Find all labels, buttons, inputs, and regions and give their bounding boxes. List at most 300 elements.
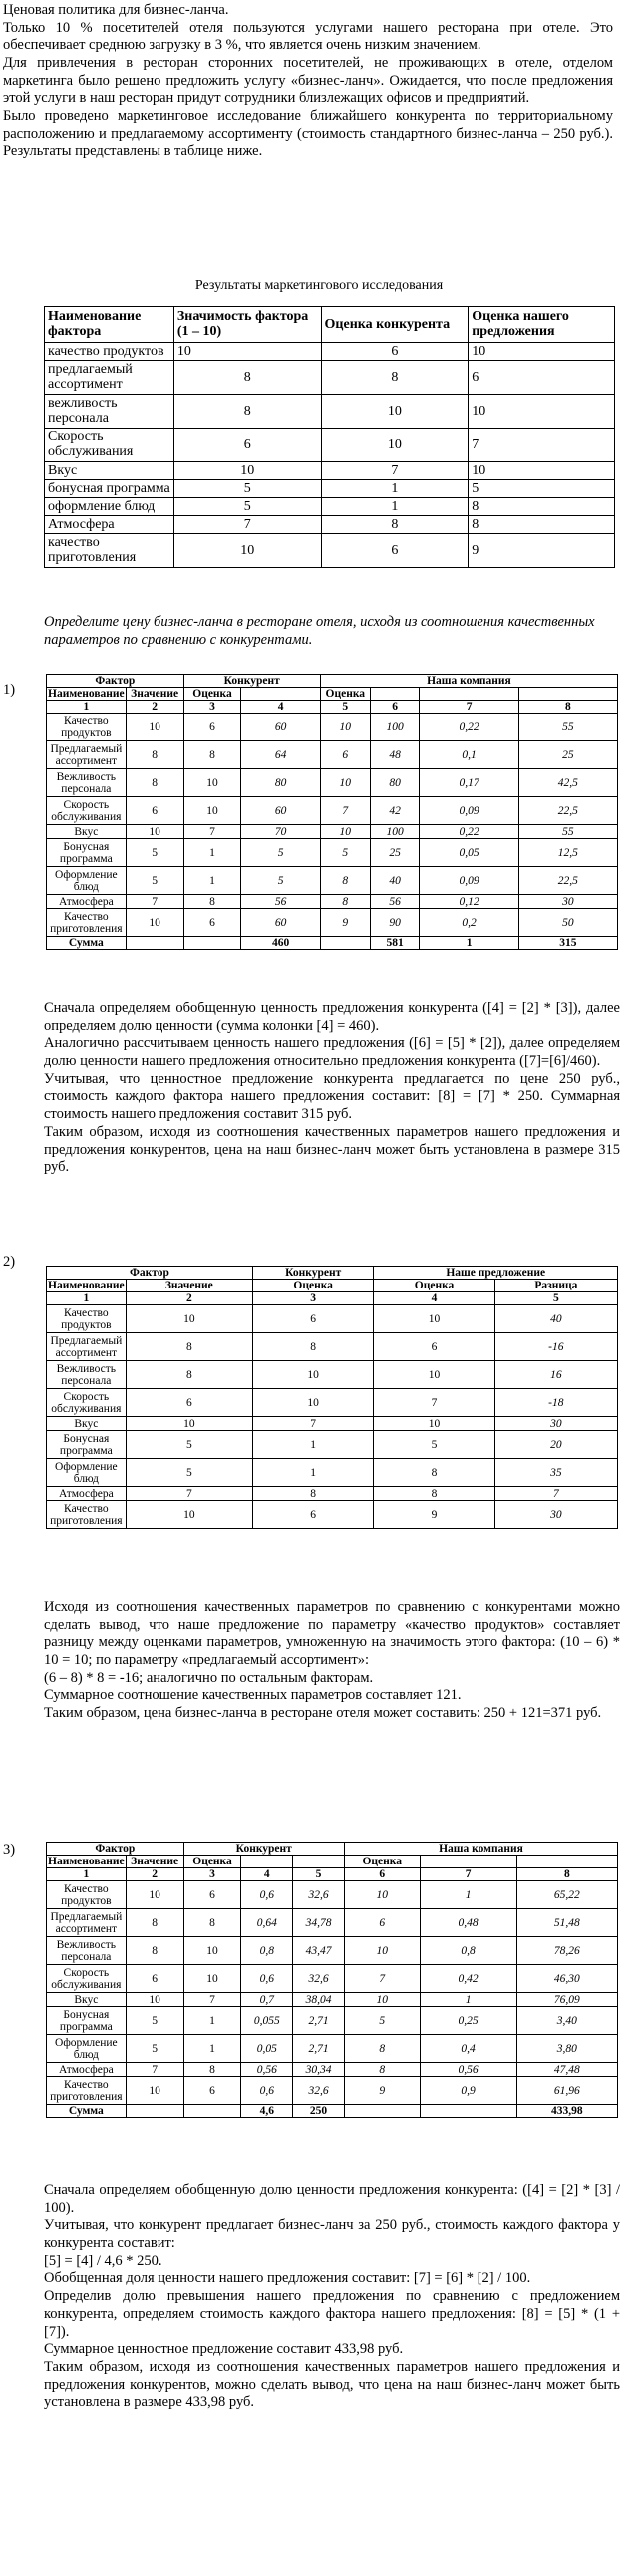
column-number: 7 xyxy=(420,701,518,714)
value-cell: 8 xyxy=(126,741,183,769)
table-row xyxy=(47,1333,618,1361)
value-cell: 6 xyxy=(126,797,183,825)
value-cell: 5 xyxy=(126,2035,183,2063)
factor-cell: Скорость обслуживания xyxy=(47,797,127,825)
value-cell: 10 xyxy=(374,1305,494,1333)
sum-row xyxy=(47,2105,618,2118)
factor-cell: бонусная программа xyxy=(45,479,174,497)
value-cell: 3,80 xyxy=(516,2035,617,2063)
value-cell: 7 xyxy=(183,825,241,839)
value-cell: 47,48 xyxy=(516,2063,617,2077)
factor-cell: Скорость обслуживания xyxy=(47,1389,127,1417)
value-cell: 30 xyxy=(518,895,617,909)
factor-cell: Вкус xyxy=(47,1993,127,2007)
value-cell: 10 xyxy=(320,769,370,797)
value-cell: 1 xyxy=(420,1993,516,2007)
table-row xyxy=(47,1459,618,1487)
value-cell: 5 xyxy=(126,1431,252,1459)
column-number-row xyxy=(47,1292,618,1305)
table-row xyxy=(45,394,615,428)
value-cell: 7 xyxy=(173,515,321,533)
value-cell: 8 xyxy=(183,2063,241,2077)
column-number: 2 xyxy=(126,1868,183,1881)
value-cell: 7 xyxy=(252,1417,373,1431)
value-cell: 0,6 xyxy=(241,2077,293,2105)
value-cell: 10 xyxy=(126,1305,252,1333)
value-cell: 7 xyxy=(126,1487,252,1501)
column-number-row xyxy=(47,701,618,714)
factor-cell: предлагаемый ассортимент xyxy=(45,360,174,394)
value-cell: 8 xyxy=(126,1333,252,1361)
factor-cell: Вкус xyxy=(45,461,174,479)
value-cell: 1 xyxy=(183,839,241,867)
value-cell: 78,26 xyxy=(516,1937,617,1965)
value-cell: 60 xyxy=(241,714,320,741)
solution-paragraph: [5] = [4] / 4,6 * 250. xyxy=(44,2252,162,2269)
factor-cell: Вкус xyxy=(47,1417,127,1431)
value-cell: 10 xyxy=(126,1993,183,2007)
table-row xyxy=(47,741,618,769)
value-cell: 7 xyxy=(344,1965,420,1993)
factor-cell: Вкус xyxy=(47,825,127,839)
table-row xyxy=(47,1431,618,1459)
value-cell: 7 xyxy=(126,2063,183,2077)
value-cell: 7 xyxy=(183,1993,241,2007)
value-cell: 90 xyxy=(370,909,420,937)
value-cell: 76,09 xyxy=(516,1993,617,2007)
sub-header-row xyxy=(47,688,618,701)
header-cell: Фактор xyxy=(47,1843,184,1856)
value-cell: 10 xyxy=(126,2077,183,2105)
value-cell: 5 xyxy=(241,867,320,895)
table-row xyxy=(47,1909,618,1937)
value-cell: 40 xyxy=(494,1305,617,1333)
table-row xyxy=(45,461,615,479)
table-row xyxy=(47,1389,618,1417)
header-cell: Разница xyxy=(494,1280,617,1292)
table-row xyxy=(47,1501,618,1529)
value-cell: 8 xyxy=(374,1459,494,1487)
value-cell: 3,40 xyxy=(516,2007,617,2035)
value-cell: 5 xyxy=(126,2007,183,2035)
value-cell: 0,56 xyxy=(420,2063,516,2077)
value-cell: 0,6 xyxy=(241,1881,293,1909)
table-row xyxy=(47,1993,618,2007)
value-cell: 6 xyxy=(183,2077,241,2105)
table-row xyxy=(47,1881,618,1909)
header-cell: Оценка xyxy=(320,688,370,701)
sum-value: 250 xyxy=(293,2105,345,2118)
value-cell: 56 xyxy=(241,895,320,909)
value-cell: 10 xyxy=(126,714,183,741)
value-cell: 8 xyxy=(183,741,241,769)
value-cell: 0,1 xyxy=(420,741,518,769)
value-cell: 61,96 xyxy=(516,2077,617,2105)
factor-cell: Атмосфера xyxy=(47,2063,127,2077)
value-cell: 7 xyxy=(494,1487,617,1501)
value-cell: 9 xyxy=(469,533,615,567)
column-number: 5 xyxy=(293,1868,345,1881)
factor-cell: Качество продуктов xyxy=(47,714,127,741)
value-cell: 5 xyxy=(241,839,320,867)
value-cell: 1 xyxy=(183,867,241,895)
value-cell: 48 xyxy=(370,741,420,769)
sum-value xyxy=(183,2105,241,2118)
value-cell: 8 xyxy=(126,1909,183,1937)
value-cell: 100 xyxy=(370,714,420,741)
header-cell xyxy=(420,688,518,701)
value-cell: 0,64 xyxy=(241,1909,293,1937)
table-row xyxy=(45,515,615,533)
sum-label: Сумма xyxy=(47,2105,127,2118)
table-row xyxy=(47,2035,618,2063)
factor-cell: Оформление блюд xyxy=(47,2035,127,2063)
factor-cell: Предлагаемый ассортимент xyxy=(47,741,127,769)
solution-1-text xyxy=(44,1001,620,1177)
value-cell: 1 xyxy=(183,2035,241,2063)
header-cell xyxy=(241,688,320,701)
value-cell: 0,48 xyxy=(420,1909,516,1937)
solution-paragraph: Исходя из соотношения качественных параметров по сравнению с конкурентами можно сделать вывод, что наше предложение по параметру «качество продуктов» составляет разницу между оценками параметров, умноженную на значимость этого фактора: (10 – 6) * 10 = 10; по параметру «предлагаемый ассортимент»: xyxy=(44,1599,620,1669)
header-cell: Оценка xyxy=(374,1280,494,1292)
intro-paragraph: Было проведено маркетинговое исследование ближайшего конкурента по территориальному расположению и предлагаемому ассортименту (стоимость стандартного бизнес-ланча – 250 руб.). Результаты представлены в таблице ниже. xyxy=(3,108,613,159)
header-cell: Конкурент xyxy=(183,675,320,688)
solution-paragraph: Сначала определяем обобщенную долю ценности предложения конкурента: ([4] = [2] * [3] / 100). xyxy=(44,2182,620,2216)
value-cell: 0,17 xyxy=(420,769,518,797)
table-row xyxy=(47,1965,618,1993)
value-cell: 34,78 xyxy=(293,1909,345,1937)
value-cell: 64 xyxy=(241,741,320,769)
value-cell: 10 xyxy=(183,797,241,825)
value-cell: 8 xyxy=(321,515,469,533)
table-row xyxy=(47,714,618,741)
header-cell: Наименование фактора xyxy=(45,307,174,343)
sub-header-row xyxy=(47,1856,618,1868)
table-row xyxy=(47,2063,618,2077)
value-cell: 0,22 xyxy=(420,825,518,839)
solution-1-label: 1) xyxy=(3,682,16,698)
solution-3-label: 3) xyxy=(3,1842,16,1858)
sum-value: 1 xyxy=(420,937,518,950)
header-cell: Конкурент xyxy=(183,1843,344,1856)
value-cell: 8 xyxy=(183,1909,241,1937)
table-row xyxy=(47,1305,618,1333)
header-cell: Фактор xyxy=(47,675,184,688)
value-cell: 10 xyxy=(321,394,469,428)
value-cell: 10 xyxy=(173,461,321,479)
value-cell: 55 xyxy=(518,714,617,741)
solution-paragraph: Таким образом, исходя из соотношения качественных параметров нашего предложения и предложения конкурентов, можно сделать вывод, что цена на наш бизнес-ланч может быть установлена в размере 433,98 руб. xyxy=(44,2358,620,2411)
value-cell: 10 xyxy=(183,1965,241,1993)
header-cell: Значение xyxy=(126,1280,252,1292)
table-row xyxy=(47,1361,618,1389)
value-cell: 9 xyxy=(320,909,370,937)
solution-2-text xyxy=(44,1599,620,1723)
task-statement: Определите цену бизнес-ланча в ресторане отеля, исходя из соотношения качественных параметров по сравнению с конкурентами. xyxy=(44,614,595,648)
value-cell: 30 xyxy=(494,1417,617,1431)
value-cell: 65,22 xyxy=(516,1881,617,1909)
sum-value: 315 xyxy=(518,937,617,950)
value-cell: 8 xyxy=(173,360,321,394)
sum-label: Сумма xyxy=(47,937,127,950)
value-cell: 12,5 xyxy=(518,839,617,867)
header-cell: Значение xyxy=(126,1856,183,1868)
value-cell: 35 xyxy=(494,1459,617,1487)
table-row xyxy=(47,825,618,839)
value-cell: 1 xyxy=(183,2007,241,2035)
solution-paragraph: Суммарное ценностное предложение составит 433,98 руб. xyxy=(44,2341,404,2358)
value-cell: 1 xyxy=(252,1431,373,1459)
header-cell: Фактор xyxy=(47,1267,253,1280)
column-number: 3 xyxy=(183,1868,241,1881)
header-cell xyxy=(516,1856,617,1868)
value-cell: 0,05 xyxy=(241,2035,293,2063)
value-cell: 0,9 xyxy=(420,2077,516,2105)
header-cell: Оценка нашего предложения xyxy=(469,307,615,343)
value-cell: 30,34 xyxy=(293,2063,345,2077)
value-cell: 0,6 xyxy=(241,1965,293,1993)
header-cell: Конкурент xyxy=(252,1267,373,1280)
column-number: 2 xyxy=(126,701,183,714)
column-number: 4 xyxy=(374,1292,494,1305)
value-cell: 60 xyxy=(241,909,320,937)
value-cell: 9 xyxy=(344,2077,420,2105)
solution-paragraph: Учитывая, что ценностное предложение конкурента предлагается по цене 250 руб., стоимость каждого фактора нашего предложения составит: [8] = [7] * 250. Суммарная стоимость нашего предложения составит 315 руб. xyxy=(44,1070,620,1123)
value-cell: 0,7 xyxy=(241,1993,293,2007)
value-cell: 0,8 xyxy=(241,1937,293,1965)
value-cell: 7 xyxy=(469,428,615,461)
factor-cell: Качество приготовления xyxy=(47,2077,127,2105)
solution-3-text xyxy=(44,2182,620,2412)
value-cell: 8 xyxy=(469,515,615,533)
factor-cell: Вежливость персонала xyxy=(47,769,127,797)
factor-cell: Бонусная программа xyxy=(47,839,127,867)
value-cell: 0,42 xyxy=(420,1965,516,1993)
value-cell: 5 xyxy=(173,479,321,497)
value-cell: 0,05 xyxy=(420,839,518,867)
header-cell: Оценка xyxy=(183,688,241,701)
sum-value: 460 xyxy=(241,937,320,950)
solution-2-label: 2) xyxy=(3,1254,16,1270)
value-cell: 8 xyxy=(469,497,615,515)
solution-paragraph: (6 – 8) * 8 = -16; аналогично по остальным факторам. xyxy=(44,1669,374,1686)
table-row xyxy=(47,1417,618,1431)
value-cell: 55 xyxy=(518,825,617,839)
column-number: 5 xyxy=(320,701,370,714)
table-row xyxy=(45,342,615,360)
value-cell: 10 xyxy=(469,461,615,479)
solution-paragraph: Сначала определяем обобщенную ценность предложения конкурента ([4] = [2] * [3]), далее определяем долю ценности (сумма колонки [4] = 460). xyxy=(44,1001,620,1034)
sum-value xyxy=(126,2105,183,2118)
header-cell xyxy=(241,1856,293,1868)
table-row xyxy=(47,895,618,909)
value-cell: 7 xyxy=(126,895,183,909)
solution-1-table xyxy=(46,674,618,950)
column-number: 3 xyxy=(183,701,241,714)
value-cell: 8 xyxy=(252,1333,373,1361)
value-cell: 8 xyxy=(320,895,370,909)
solution-paragraph: Суммарное соотношение качественных параметров составляет 121. xyxy=(44,1687,462,1704)
value-cell: 10 xyxy=(126,1881,183,1909)
solution-3-table xyxy=(46,1842,618,2118)
factor-cell: качество продуктов xyxy=(45,342,174,360)
value-cell: 10 xyxy=(469,394,615,428)
value-cell: 6 xyxy=(183,909,241,937)
value-cell: 6 xyxy=(183,1881,241,1909)
factor-cell: Оформление блюд xyxy=(47,867,127,895)
sum-value xyxy=(420,2105,516,2118)
solution-paragraph: Учитывая, что конкурент предлагает бизнес-ланч за 250 руб., стоимость каждого фактора у конкурента составит: xyxy=(44,2217,620,2252)
header-cell: Оценка xyxy=(344,1856,420,1868)
solution-paragraph: Таким образом, цена бизнес-ланча в ресторане отеля может составить: 250 + 121=371 руб. xyxy=(44,1705,602,1722)
value-cell: 10 xyxy=(252,1389,373,1417)
value-cell: 50 xyxy=(518,909,617,937)
value-cell: 9 xyxy=(374,1501,494,1529)
value-cell: 0,09 xyxy=(420,867,518,895)
factor-cell: качество приготовления xyxy=(45,533,174,567)
value-cell: 30 xyxy=(494,1501,617,1529)
value-cell: 10 xyxy=(344,1881,420,1909)
value-cell: 5 xyxy=(374,1431,494,1459)
value-cell: 10 xyxy=(374,1417,494,1431)
header-cell: Наша компания xyxy=(344,1843,617,1856)
header-cell: Значимость фактора (1 – 10) xyxy=(173,307,321,343)
column-number: 6 xyxy=(344,1868,420,1881)
header-cell: Наименование xyxy=(48,1280,125,1292)
factor-cell: Качество продуктов xyxy=(47,1305,127,1333)
survey-header-row xyxy=(45,307,615,343)
factor-cell: оформление блюд xyxy=(45,497,174,515)
value-cell: 0,56 xyxy=(241,2063,293,2077)
column-number: 6 xyxy=(370,701,420,714)
value-cell: 22,5 xyxy=(518,797,617,825)
survey-caption: Результаты маркетингового исследования xyxy=(194,278,444,293)
value-cell: 10 xyxy=(183,769,241,797)
value-cell: 60 xyxy=(241,797,320,825)
value-cell: 0,4 xyxy=(420,2035,516,2063)
header-cell xyxy=(293,1856,345,1868)
value-cell: 40 xyxy=(370,867,420,895)
sum-value xyxy=(183,937,241,950)
value-cell: 6 xyxy=(173,428,321,461)
value-cell: 0,055 xyxy=(241,2007,293,2035)
value-cell: 6 xyxy=(374,1333,494,1361)
table-row xyxy=(47,1937,618,1965)
sum-value: 4,6 xyxy=(241,2105,293,2118)
table-row xyxy=(47,2007,618,2035)
group-header-row xyxy=(47,675,618,688)
header-cell: Оценка xyxy=(252,1280,373,1292)
sum-value: 433,98 xyxy=(516,2105,617,2118)
factor-cell: вежливость персонала xyxy=(45,394,174,428)
table-row xyxy=(45,428,615,461)
value-cell: 7 xyxy=(374,1389,494,1417)
factor-cell: Атмосфера xyxy=(47,1487,127,1501)
factor-cell: Вежливость персонала xyxy=(47,1361,127,1389)
factor-cell: Атмосфера xyxy=(45,515,174,533)
value-cell: 10 xyxy=(183,1937,241,1965)
value-cell: 6 xyxy=(252,1305,373,1333)
factor-cell: Предлагаемый ассортимент xyxy=(47,1333,127,1361)
value-cell: 5 xyxy=(469,479,615,497)
header-cell: Наименование xyxy=(48,1856,125,1868)
value-cell: 1 xyxy=(252,1459,373,1487)
table-row xyxy=(47,867,618,895)
value-cell: 8 xyxy=(173,394,321,428)
value-cell: 46,30 xyxy=(516,1965,617,1993)
value-cell: 22,5 xyxy=(518,867,617,895)
value-cell: 10 xyxy=(126,909,183,937)
sum-value xyxy=(320,937,370,950)
value-cell: 1 xyxy=(321,479,469,497)
sub-header-row xyxy=(47,1280,618,1292)
sum-row xyxy=(47,937,618,950)
value-cell: 5 xyxy=(126,867,183,895)
value-cell: 25 xyxy=(370,839,420,867)
value-cell: 6 xyxy=(183,714,241,741)
column-number: 3 xyxy=(252,1292,373,1305)
solution-2-table xyxy=(46,1266,618,1529)
intro-paragraph: Для привлечения в ресторан сторонних посетителей, не проживающих в отеле, отделом маркетинга было решено предложить услугу «бизнес-ланч». Ожидается, что после предложения этой услуги в наш ресторан придут сотрудники близлежащих офисов и предприятий. xyxy=(3,55,613,107)
column-number: 2 xyxy=(126,1292,252,1305)
value-cell: 1 xyxy=(420,1881,516,1909)
value-cell: 20 xyxy=(494,1431,617,1459)
value-cell: 32,6 xyxy=(293,1965,345,1993)
value-cell: 10 xyxy=(173,533,321,567)
value-cell: 2,71 xyxy=(293,2007,345,2035)
header-cell xyxy=(518,688,617,701)
value-cell: 0,25 xyxy=(420,2007,516,2035)
factor-cell: Оформление блюд xyxy=(47,1459,127,1487)
table-row xyxy=(45,360,615,394)
value-cell: 6 xyxy=(126,1965,183,1993)
value-cell: 51,48 xyxy=(516,1909,617,1937)
value-cell: -18 xyxy=(494,1389,617,1417)
solution-paragraph: Определив долю превышения нашего предложения по сравнению с предложением конкурента, определяем стоимость каждого фактора нашего предложения: [8] = [5] * (1 + [7]). xyxy=(44,2288,620,2340)
column-number: 4 xyxy=(241,1868,293,1881)
factor-cell: Атмосфера xyxy=(47,895,127,909)
solution-paragraph: Аналогично рассчитываем ценность нашего предложения ([6] = [5] * [2]), далее определяем долю ценности нашего предложения относительно предложения конкурента ([7]=[6]/460). xyxy=(44,1035,620,1070)
value-cell: 10 xyxy=(321,428,469,461)
value-cell: 80 xyxy=(241,769,320,797)
value-cell: 2,71 xyxy=(293,2035,345,2063)
factor-cell: Вежливость персонала xyxy=(47,1937,127,1965)
header-cell: Наше предложение xyxy=(374,1267,618,1280)
table-row xyxy=(47,2077,618,2105)
table-row xyxy=(45,497,615,515)
value-cell: 5 xyxy=(344,2007,420,2035)
column-number: 7 xyxy=(420,1868,516,1881)
value-cell: 5 xyxy=(126,1459,252,1487)
header-cell: Наименование xyxy=(48,688,125,701)
group-header-row xyxy=(47,1267,618,1280)
value-cell: 16 xyxy=(494,1361,617,1389)
value-cell: 25 xyxy=(518,741,617,769)
value-cell: 10 xyxy=(252,1361,373,1389)
sum-value xyxy=(344,2105,420,2118)
value-cell: 0,09 xyxy=(420,797,518,825)
value-cell: 42 xyxy=(370,797,420,825)
value-cell: 6 xyxy=(320,741,370,769)
intro-paragraph: Только 10 % посетителей отеля пользуются услугами нашего ресторана при отеле. Это обеспечивает среднюю загрузку в 3 %, что является очень низким значением. xyxy=(3,19,613,54)
value-cell: 10 xyxy=(173,342,321,360)
value-cell: 6 xyxy=(252,1501,373,1529)
value-cell: 43,47 xyxy=(293,1937,345,1965)
value-cell: 8 xyxy=(126,1361,252,1389)
group-header-row xyxy=(47,1843,618,1856)
value-cell: 10 xyxy=(374,1361,494,1389)
value-cell: 100 xyxy=(370,825,420,839)
